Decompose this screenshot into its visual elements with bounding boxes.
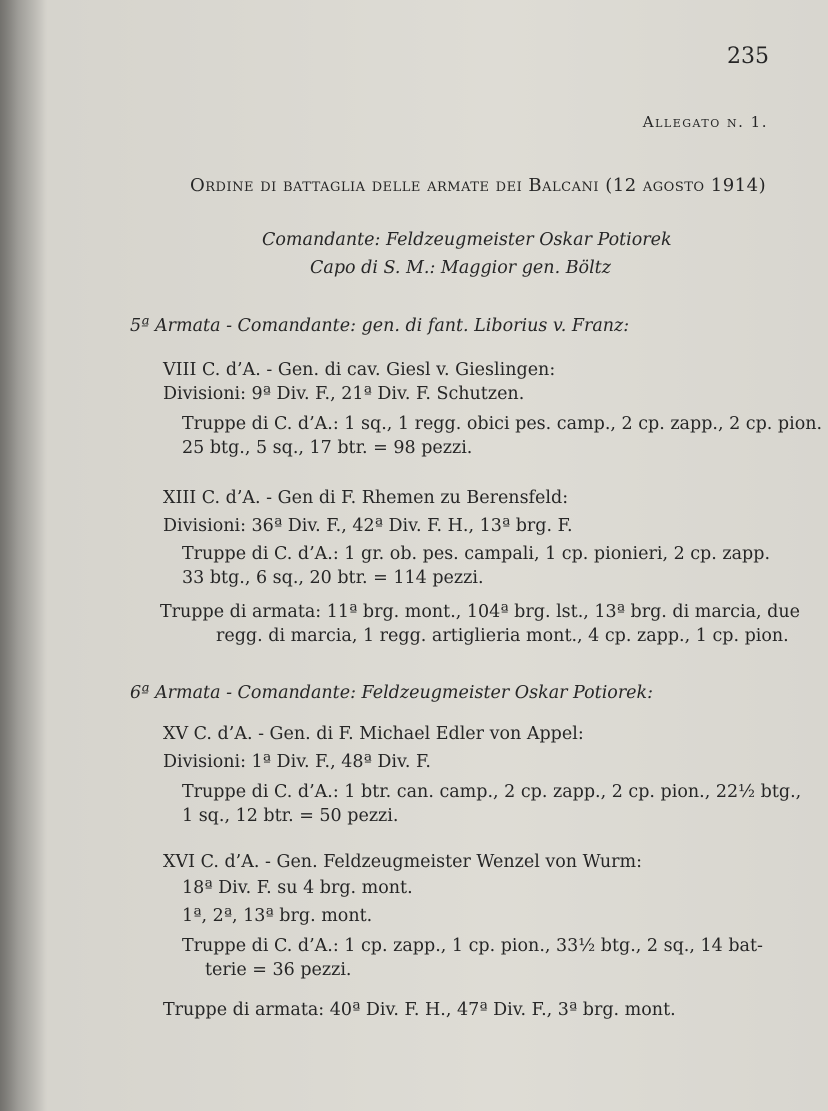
- corps-8-title: VIII C. d’A. - Gen. di cav. Giesl v. Gieslingen:: [163, 360, 556, 380]
- page-number: 235: [727, 44, 769, 69]
- corps-13-title: XIII C. d’A. - Gen di F. Rhemen zu Berensfeld:: [163, 488, 569, 508]
- document-title: Ordine di battaglia delle armate dei Balcani (12 agosto 1914): [190, 175, 767, 196]
- corps-8-troops: Truppe di C. d’A.: 1 sq., 1 regg. obici pes. camp., 2 cp. zapp., 2 cp. pion.: [182, 414, 823, 434]
- corps-16-troops: Truppe di C. d’A.: 1 cp. zapp., 1 cp. pion., 33½ btg., 2 sq., 14 bat-: [182, 936, 763, 956]
- corps-13-totals: 33 btg., 6 sq., 20 btr. = 114 pezzi.: [182, 568, 484, 588]
- corps-15-troops: Truppe di C. d’A.: 1 btr. can. camp., 2 cp. zapp., 2 cp. pion., 22½ btg.,: [182, 782, 802, 802]
- corps-16-brigades: 1ª, 2ª, 13ª brg. mont.: [182, 906, 373, 926]
- corps-13-troops: Truppe di C. d’A.: 1 gr. ob. pes. campali, 1 cp. pionieri, 2 cp. zapp.: [182, 544, 771, 564]
- corps-16-division: 18ª Div. F. su 4 brg. mont.: [182, 878, 413, 898]
- chief-of-staff-line: Capo di S. M.: Maggior gen. Böltz: [310, 258, 611, 278]
- corps-16-title: XVI C. d’A. - Gen. Feldzeugmeister Wenzel von Wurm:: [163, 852, 643, 872]
- commander-line: Comandante: Feldzeugmeister Oskar Potiorek: [262, 230, 672, 250]
- appendix-label: Allegato n. 1.: [642, 113, 768, 131]
- army-5-troops-line-2: regg. di marcia, 1 regg. artiglieria mont., 4 cp. zapp., 1 cp. pion.: [216, 626, 789, 646]
- corps-15-divisions: Divisioni: 1ª Div. F., 48ª Div. F.: [163, 752, 431, 772]
- army-6-troops: Truppe di armata: 40ª Div. F. H., 47ª Div. F., 3ª brg. mont.: [163, 1000, 676, 1020]
- corps-8-totals: 25 btg., 5 sq., 17 btr. = 98 pezzi.: [182, 438, 473, 458]
- army-5-troops-line-1: Truppe di armata: 11ª brg. mont., 104ª brg. lst., 13ª brg. di marcia, due: [160, 602, 800, 622]
- army-6-header: 6ª Armata - Comandante: Feldzeugmeister Oskar Potiorek:: [130, 683, 654, 703]
- corps-16-totals: terie = 36 pezzi.: [205, 960, 352, 980]
- corps-8-divisions: Divisioni: 9ª Div. F., 21ª Div. F. Schutzen.: [163, 384, 525, 404]
- corps-13-divisions: Divisioni: 36ª Div. F., 42ª Div. F. H., 13ª brg. F.: [163, 516, 573, 536]
- army-5-header: 5ª Armata - Comandante: gen. di fant. Liborius v. Franz:: [130, 316, 630, 336]
- corps-15-totals: 1 sq., 12 btr. = 50 pezzi.: [182, 806, 399, 826]
- corps-15-title: XV C. d’A. - Gen. di F. Michael Edler von Appel:: [163, 724, 584, 744]
